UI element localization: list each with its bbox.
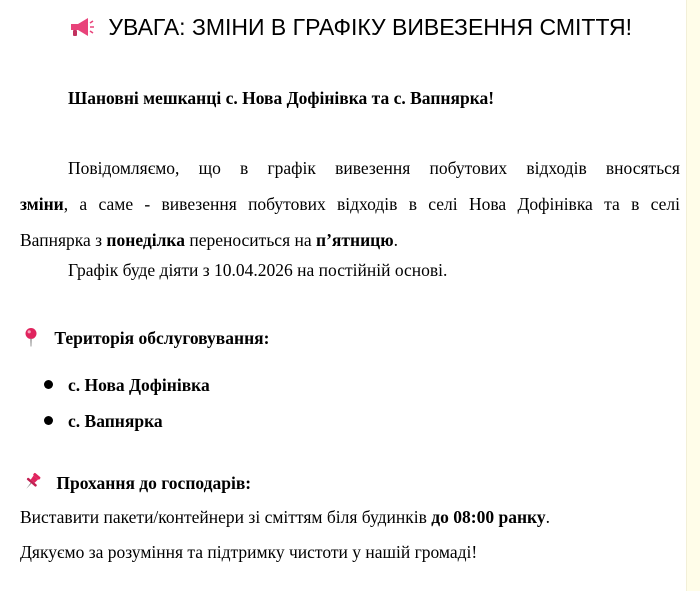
request-heading-text: Прохання до господарів: [56, 473, 252, 493]
territory-heading-text: Територія обслуговування: [54, 328, 270, 348]
request-heading [22, 472, 251, 494]
list-item-text: с. Вапнярка [68, 411, 163, 431]
notice-text: . [393, 230, 398, 250]
notice-paragraph [20, 150, 680, 258]
notice-emphasis: п’ятницю [316, 230, 394, 250]
request-deadline: до 08:00 ранку [431, 507, 546, 527]
list-item [44, 403, 210, 439]
announcement-title [0, 12, 700, 42]
notice-text: переноситься на [184, 230, 317, 250]
title-text: УВАГА: ЗМІНИ В ГРАФІКУ ВИВЕЗЕННЯ СМІТТЯ! [108, 14, 633, 40]
page-edge [686, 0, 700, 591]
notice-line: Повідомляємо, що в графік вивезення побутових відходів вносяться [68, 158, 680, 178]
list-item [44, 367, 210, 403]
notice-text: Вапнярка з [20, 230, 107, 250]
bullet [44, 380, 53, 389]
schedule-text: Графік буде діяти з 10.04.2026 на постійній основі. [68, 260, 448, 280]
request-text-part: . [545, 507, 551, 527]
territory-list [44, 367, 210, 439]
pin-icon [22, 328, 54, 348]
list-item-text: с. Нова Дофінівка [68, 375, 210, 395]
request-text-part: Виставити пакети/контейнери зі сміттям біля будинків [20, 507, 432, 527]
request-text [20, 507, 550, 528]
bullet [44, 416, 53, 425]
thanks-text: Дякуємо за розуміння та підтримку чистоти у нашій громаді! [20, 542, 478, 562]
notice-text: , а саме - вивезення побутових відходів в селі Нова Дофінівка та в селі [63, 194, 680, 214]
pushpin-icon [22, 473, 56, 493]
notice-line [20, 186, 680, 222]
notice-emphasis: зміни [20, 194, 64, 214]
megaphone-icon [68, 14, 108, 40]
territory-heading [22, 327, 269, 349]
notice-emphasis: понеділка [106, 230, 185, 250]
greeting: Шановні мешканці с. Нова Дофінівка та с. Вапнярка! [68, 88, 495, 108]
